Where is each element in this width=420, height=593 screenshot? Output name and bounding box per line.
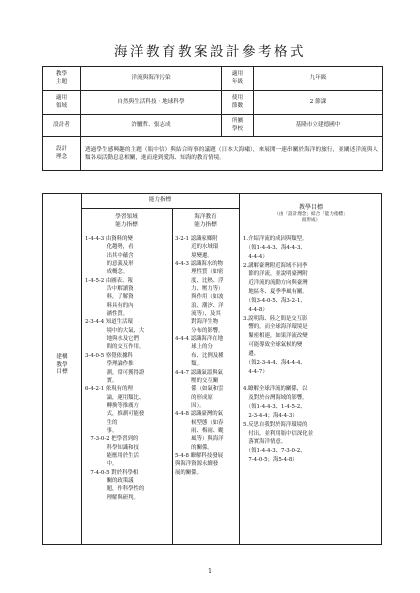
learning-indicator-line: 式，推測可能發 — [85, 411, 145, 418]
indicators-row-label: 建構 教學 目標 — [56, 354, 68, 376]
school-value: 基隆市立建德國中 — [254, 115, 383, 137]
designer-label: 設計者 — [43, 115, 81, 137]
ocean-indicator-line: 的形成原 — [175, 394, 213, 401]
teaching-goal-line: （領1-4-4-3、7-3-0-2、 — [243, 448, 306, 455]
ocean-indicator-line: 4-4-7 認識氣溫與氣 — [175, 369, 223, 376]
learning-indicator-line: 6-4-2-1 依現有的理 — [85, 386, 133, 393]
teaching-goal-line: 4-4-8） — [243, 306, 268, 313]
ocean-indicator-line: 類。 — [175, 361, 202, 368]
teaching-goal-list — [243, 235, 381, 465]
ocean-indicator-line: 球上的分 — [175, 344, 213, 351]
ocean-indicator-line: 布、比例及種 — [175, 352, 224, 359]
ocean-indicator-line: 4-4-3 認識海水的物 — [175, 261, 223, 268]
teaching-goal-line: 4-4-7） — [243, 368, 268, 375]
ocean-indicator-line: 與作用（如波 — [175, 294, 224, 301]
ocean-indicator-line: 候型態（如春 — [175, 419, 224, 426]
teaching-goal-line: 響的，而全球海洋環境是 — [243, 324, 308, 331]
teaching-goal-line: （領2-3-4-4、海4-4-4、 — [243, 359, 306, 366]
learning-area-header: 學習領域 能力指標 — [115, 214, 138, 228]
ocean-education-header: 海洋教育 能力指標 — [194, 214, 217, 228]
school-label: 所屬 學校 — [222, 115, 254, 137]
learning-indicator-line: 論，運用類比、 — [85, 394, 145, 401]
teaching-goal-line: 2.講解臺灣附近海域不同季 — [243, 262, 308, 269]
periods-value: 2 節課 — [254, 91, 383, 115]
learning-indicator-line: 2-3-4-4 知道生活環 — [85, 319, 133, 326]
teaching-goal-line: 7-4-0-5；海5-4-8） — [243, 457, 298, 464]
ocean-indicator-line: 浪、潮汐、洋 — [175, 302, 224, 309]
ocean-indicator-line: 壓的交互關 — [175, 377, 219, 384]
ocean-indicator-line: 與海洋資源永續發 — [175, 461, 219, 468]
learning-indicator-line: 理解與研判。 — [85, 494, 139, 501]
teaching-goal-line: （領3-4-0-5、海3-2-1、 — [243, 297, 306, 304]
teaching-goal-line: 落實海洋情意。 — [243, 439, 287, 446]
learning-indicator-list — [85, 235, 171, 502]
learning-indicator-line: 間的交互作用。 — [85, 344, 145, 351]
lesson-info-table — [42, 66, 383, 171]
learning-indicator-line: 轉換等推廣方 — [85, 402, 139, 409]
teaching-goal-line: 可能導致全球氣候的變 — [243, 342, 303, 349]
learning-indicator-line: 出其中蘊含 — [85, 252, 134, 259]
teaching-goal-line: （領1-4-4-3、1-4-5-2、 — [243, 404, 306, 411]
learning-indicator-line: 料，了解資 — [85, 294, 134, 301]
teaching-goal-line: 遷。 — [243, 350, 260, 357]
ocean-indicator-line: 係（如氣和雲 — [175, 386, 224, 393]
learning-indicator-line: 事。 — [85, 427, 118, 434]
learning-indicator-line: 成概念。 — [85, 269, 129, 276]
learning-indicator-line: 告中解讀資 — [85, 286, 134, 293]
learning-indicator-line: 實。 — [85, 377, 118, 384]
periods-label: 使用 節數 — [222, 91, 254, 115]
ocean-indicator-line: 度、比熱、浮 — [175, 277, 224, 284]
ocean-indicator-line: 風等）與海洋 — [175, 436, 224, 443]
ocean-indicator-line: 展的關係。 — [175, 469, 202, 476]
ability-indicators-header: 能力指標 — [148, 197, 172, 203]
learning-indicator-line: 生的 — [85, 419, 118, 426]
ocean-indicator-line: 力、壓力等） — [175, 286, 224, 293]
learning-indicator-line: 測，常可獲得證 — [85, 369, 145, 376]
learning-indicator-line: 能應用於生活 — [85, 452, 139, 459]
learning-indicator-line: 1-4-4-3 由資料的變 — [85, 236, 133, 242]
teaching-goal-line: 近洋流的流動方向與臺灣 — [243, 280, 308, 287]
learning-indicator-line: 料具有的內 — [85, 302, 134, 309]
document-title: 海洋教育教案設計參考格式 — [114, 44, 306, 60]
learning-indicator-line: 中。 — [85, 461, 118, 468]
ocean-indicator-line: 境變遷。 — [175, 252, 213, 259]
ocean-indicator-line: 3-2-1 認識家鄉附 — [175, 236, 218, 242]
grade-value: 九年級 — [254, 67, 383, 91]
ocean-indicator-line: 4-4-4 認識海洋在地 — [175, 336, 223, 343]
learning-indicator-line: 1-4-5-2 由圖表、報 — [85, 277, 133, 284]
teaching-goal-line: （領1-4-4-3、海4-4-3、 — [243, 244, 306, 251]
teaching-goals-header: 教學目標 （由「設計理念」結合「能力指標」 而形成） — [274, 204, 348, 223]
ocean-indicator-line: 對海洋生物 — [175, 319, 219, 326]
teaching-goal-line: 節的洋流，並說明臺灣附 — [243, 271, 308, 278]
teaching-goal-line: 緊密相連，如果洋流改變 — [243, 333, 308, 340]
domain-value: 自然與生活科技‧地球科學 — [81, 91, 222, 115]
learning-indicator-line: 3-4-0-5 察覺依據科 — [85, 352, 133, 359]
teaching-goal-line: 2-3-4-4；海4-4-3） — [243, 412, 298, 419]
grade-label: 適用 年級 — [222, 67, 254, 91]
learning-indicator-line: 學理論作推 — [85, 361, 134, 368]
learning-indicator-line: 境中的大氣、大 — [85, 327, 145, 334]
ocean-indicator-list — [175, 235, 238, 477]
learning-indicator-line: 化趨勢，看 — [85, 244, 134, 251]
teaching-goal-line: 4.瞭解全球洋流的關係，以 — [243, 386, 308, 393]
ocean-indicator-line: 因）。 — [175, 402, 205, 409]
ocean-indicator-line: 分布的影響。 — [175, 327, 224, 334]
teaching-goal-line: 地區冬、夏季季風有關。 — [243, 289, 308, 296]
teaching-goal-line: 及對於台灣海域的影響。 — [243, 395, 308, 402]
ocean-indicator-line: 4-4-8 認識臺灣的氣 — [175, 411, 223, 418]
learning-indicator-line: 科學知識和技 — [85, 444, 139, 451]
learning-indicator-line: 涵性質。 — [85, 311, 129, 318]
learning-indicator-line: 7-4-0-5 對於科學相 — [85, 469, 139, 476]
ocean-indicator-line: 近的水域環 — [175, 244, 219, 251]
teaching-goal-line: 4-4-4） — [243, 253, 268, 260]
concept-value: 透過學生感興趣的主題（瓶中信）與結合時事的議題（日本大海嘯），來展開一連串關於海洋的旅行，並闡述洋流與人類各項活動息息相關，進而達到愛海、知海的教育情境。 — [81, 137, 383, 171]
page-number: 1 — [208, 568, 212, 575]
learning-indicator-line: 地與水及它們 — [85, 336, 139, 343]
designer-value: 許驪哲、張志成 — [81, 115, 222, 137]
ocean-indicator-line: 5-4-8 瞭解科技發展 — [175, 452, 223, 459]
ocean-indicator-line: 流等），及其 — [175, 311, 221, 318]
domain-label: 適用 領域 — [43, 91, 81, 115]
learning-indicator-line: 的意義及形 — [85, 261, 134, 268]
teaching-goal-line: 3.說明海、陸之間是交互影 — [243, 315, 308, 322]
ocean-indicator-line: 的關係。 — [175, 444, 213, 451]
ocean-indicator-line: 雨、梅雨、颱 — [175, 427, 224, 434]
teaching-goal-line: 1.介紹洋流的成因與類型。 — [243, 236, 308, 242]
learning-indicator-line: 題，作科學性的 — [85, 486, 145, 493]
ocean-indicator-line: 理性質（如密 — [175, 269, 224, 276]
subject-value: 洋流與海洋污染 — [81, 67, 222, 91]
learning-indicator-line: 關的政策議 — [85, 477, 134, 484]
teaching-goal-line — [243, 377, 381, 386]
teaching-goal-line: 付出，並利用瓶中信深化並 — [243, 430, 314, 437]
indicators-section — [42, 193, 382, 545]
subject-label: 教學 主題 — [43, 67, 81, 91]
learning-indicator-line: 7-3-0-2 把學習到的 — [85, 436, 139, 443]
teaching-goal-line: 5.反思自我對於海洋環境的 — [243, 421, 308, 428]
concept-label: 設計 理念 — [43, 137, 81, 171]
